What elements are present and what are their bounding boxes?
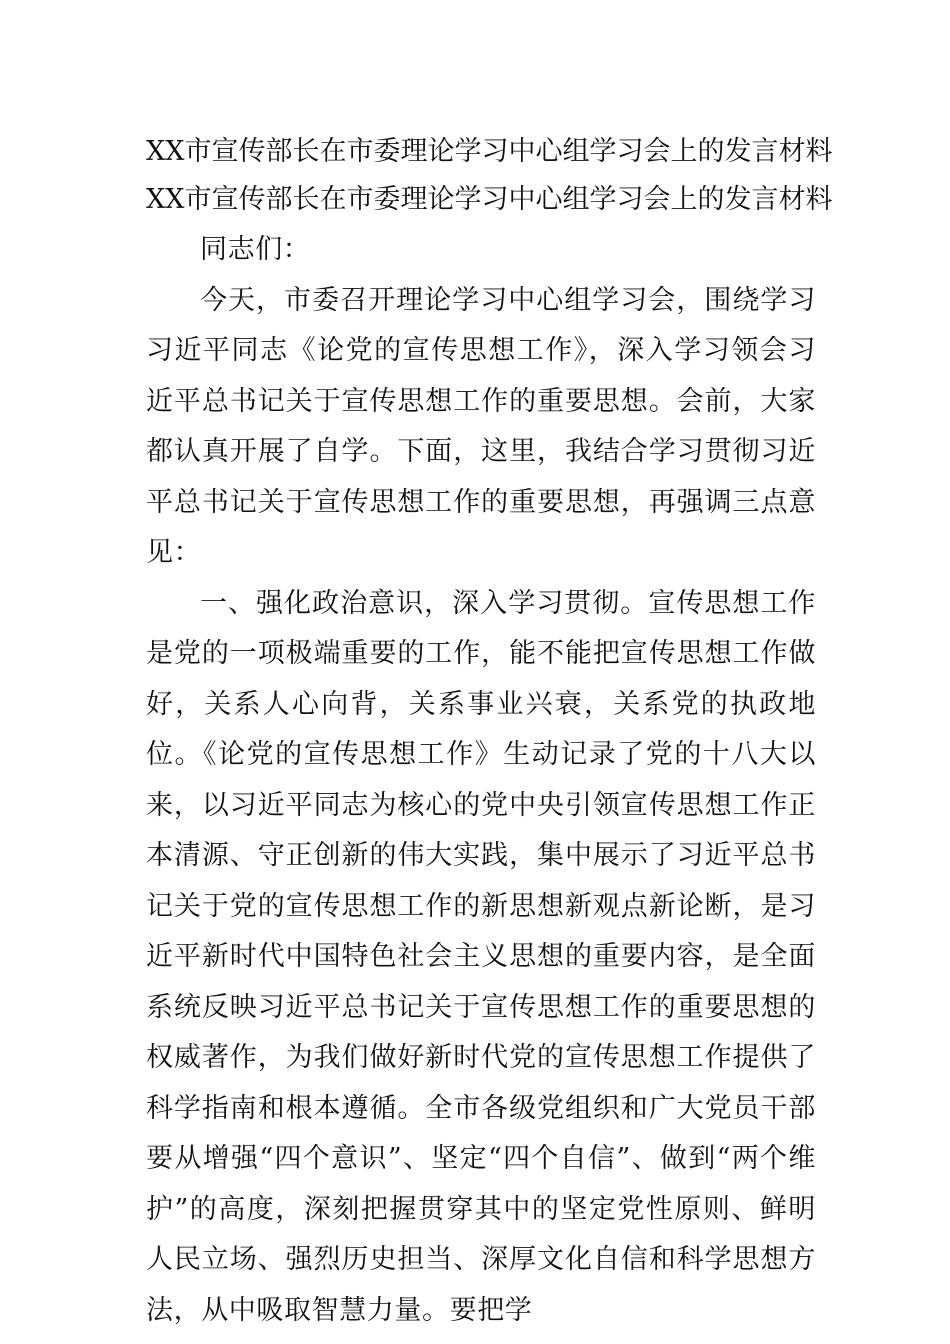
salutation: 同志们： bbox=[200, 234, 311, 265]
paragraph-section-one: 一、强化政治意识，深入学习贯彻。宣传思想工作是党的一项极端重要的工作，能不能把宣传思想工作做好，关系人心向背，关系事业兴衰，关系党的执政地位。《论党的宣传思想工作》生动记录了党的十八大以来，以习近平同志为核心的党中央引领宣传思想工作正本清源、守正创新的伟大实践，集中展示了习近平总书记关于党的宣传思想工作的新思想新观点新论断，是习近平新时代中国特色社会主义思想的重要内容，是全面系统反映习近平总书记关于宣传思想工作的重要思想的权威著作，为我们做好新时代党的宣传思想工作提供了科学指南和根本遵循。全市各级党组织和广大党员干部要从增强“四个意识”、坚定“四个自信”、做到“两个维护”的高度，深刻把握贯穿其中的坚定党性原则、鲜明人民立场、强烈历史担当、深厚文化自信和科学思想方法，从中吸取智慧力量。要把学 bbox=[146, 587, 816, 1326]
document-body bbox=[146, 225, 816, 1336]
document-title: XX市宣传部长在市委理论学习中心组学习会上的发言材料 bbox=[146, 136, 833, 167]
paragraph-intro: 今天，市委召开理论学习中心组学习会，围绕学习习近平同志《论党的宣传思想工作》，深入学习领会习近平总书记关于宣传思想工作的重要思想。会前，大家都认真开展了自学。下面，这里，我结合学习贯彻习近平总书记关于宣传思想工作的重要思想，再强调三点意见： bbox=[146, 284, 816, 568]
document-title-repeat: XX市宣传部长在市委理论学习中心组学习会上的发言材料 bbox=[146, 184, 833, 215]
